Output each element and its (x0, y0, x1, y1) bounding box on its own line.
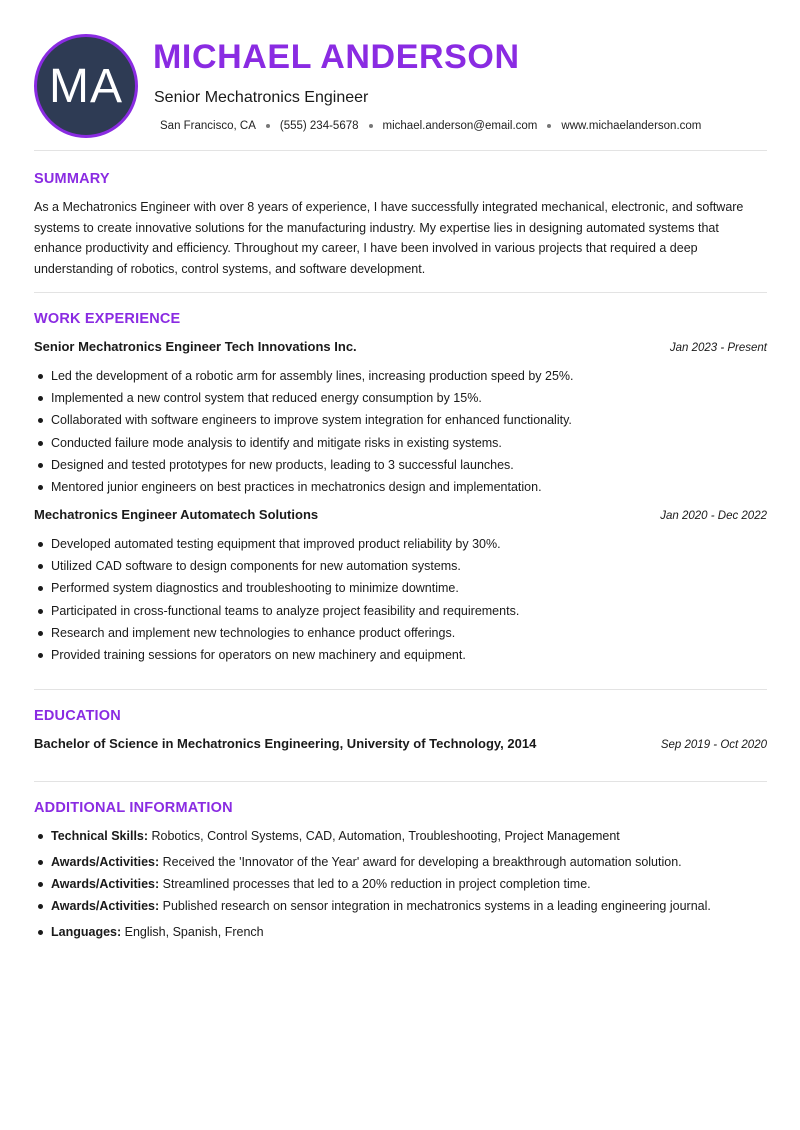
avatar-initials: MA (49, 59, 123, 113)
list-item: Utilized CAD software to design components for new automation systems. (34, 555, 767, 577)
list-item: Designed and tested prototypes for new products, leading to 3 successful launches. (34, 454, 767, 476)
job-entry (34, 339, 767, 498)
item-label: Awards/Activities: (51, 855, 160, 869)
job-bullets (34, 533, 767, 666)
resume-header (34, 0, 767, 151)
list-item: Collaborated with software engineers to improve system integration for enhanced functionality. (34, 409, 767, 431)
contact-email[interactable]: michael.anderson@email.com (382, 120, 538, 132)
summary-text: As a Mechatronics Engineer with over 8 years of experience, I have successfully integrated mechanical, electronic, and software systems to create innovative solutions for the manufacturing industry. My expertise lies in designing automated systems that enhance productivity and efficiency. Throughout my career, I have been involved in various projects that required a deep understanding of robotics, control systems, and software development. (34, 200, 744, 276)
item-value: Streamlined processes that led to a 20% reduction in project completion time. (159, 877, 591, 891)
additional-information-heading: ADDITIONAL INFORMATION (34, 800, 233, 816)
contact-location: San Francisco, CA (160, 120, 256, 132)
list-item (34, 825, 767, 847)
education-entry (34, 736, 767, 751)
work-experience-heading: WORK EXPERIENCE (34, 311, 181, 327)
bullet-separator-icon (266, 124, 270, 128)
item-value: Published research on sensor integration in mechatronics systems in a leading engineering journal. (159, 899, 711, 913)
list-item: Performed system diagnostics and troubleshooting to minimize downtime. (34, 577, 767, 599)
education-section (34, 690, 767, 782)
item-value: English, Spanish, French (121, 925, 264, 939)
list-item: Mentored junior engineers on best practices in mechatronics design and implementation. (34, 476, 767, 498)
job-role: Senior Mechatronics Engineer Tech Innovations Inc. (34, 339, 357, 354)
list-item: Conducted failure mode analysis to identify and mitigate risks in existing systems. (34, 432, 767, 454)
education-heading: EDUCATION (34, 708, 121, 724)
bullet-separator-icon (547, 124, 551, 128)
list-item: Implemented a new control system that reduced energy consumption by 15%. (34, 387, 767, 409)
contact-line (160, 120, 701, 132)
candidate-title: Senior Mechatronics Engineer (154, 89, 369, 106)
summary-section (34, 151, 767, 293)
item-value: Robotics, Control Systems, CAD, Automation, Troubleshooting, Project Management (148, 829, 620, 843)
list-item: Led the development of a robotic arm for assembly lines, increasing production speed by 25%. (34, 365, 767, 387)
item-label: Technical Skills: (51, 829, 149, 843)
contact-website[interactable]: www.michaelanderson.com (561, 120, 702, 132)
additional-information-section (34, 782, 767, 982)
list-item (34, 873, 767, 895)
education-dates: Sep 2019 - Oct 2020 (660, 739, 767, 751)
job-entry (34, 507, 767, 666)
item-label: Languages: (51, 925, 122, 939)
additional-information-list (34, 825, 767, 943)
item-label: Awards/Activities: (51, 899, 160, 913)
bullet-separator-icon (369, 124, 373, 128)
list-item: Participated in cross-functional teams to analyze project feasibility and requirements. (34, 600, 767, 622)
list-item: Provided training sessions for operators on new machinery and equipment. (34, 644, 767, 666)
job-dates: Jan 2023 - Present (669, 342, 767, 354)
list-item (34, 851, 767, 873)
job-bullets (34, 365, 767, 498)
job-dates: Jan 2020 - Dec 2022 (660, 510, 767, 522)
job-role: Mechatronics Engineer Automatech Solutions (34, 507, 319, 522)
contact-phone: (555) 234-5678 (279, 120, 359, 132)
education-degree: Bachelor of Science in Mechatronics Engineering, University of Technology, 2014 (34, 736, 537, 751)
item-label: Awards/Activities: (51, 877, 160, 891)
list-item: Developed automated testing equipment that improved product reliability by 30%. (34, 533, 767, 555)
list-item (34, 921, 767, 943)
candidate-name: MICHAEL ANDERSON (153, 38, 520, 76)
list-item (34, 895, 767, 917)
work-experience-section (34, 293, 767, 690)
avatar (34, 34, 138, 138)
item-value: Received the 'Innovator of the Year' award for developing a breakthrough automation solution. (159, 855, 682, 869)
list-item: Research and implement new technologies to enhance product offerings. (34, 622, 767, 644)
summary-heading: SUMMARY (34, 171, 110, 187)
